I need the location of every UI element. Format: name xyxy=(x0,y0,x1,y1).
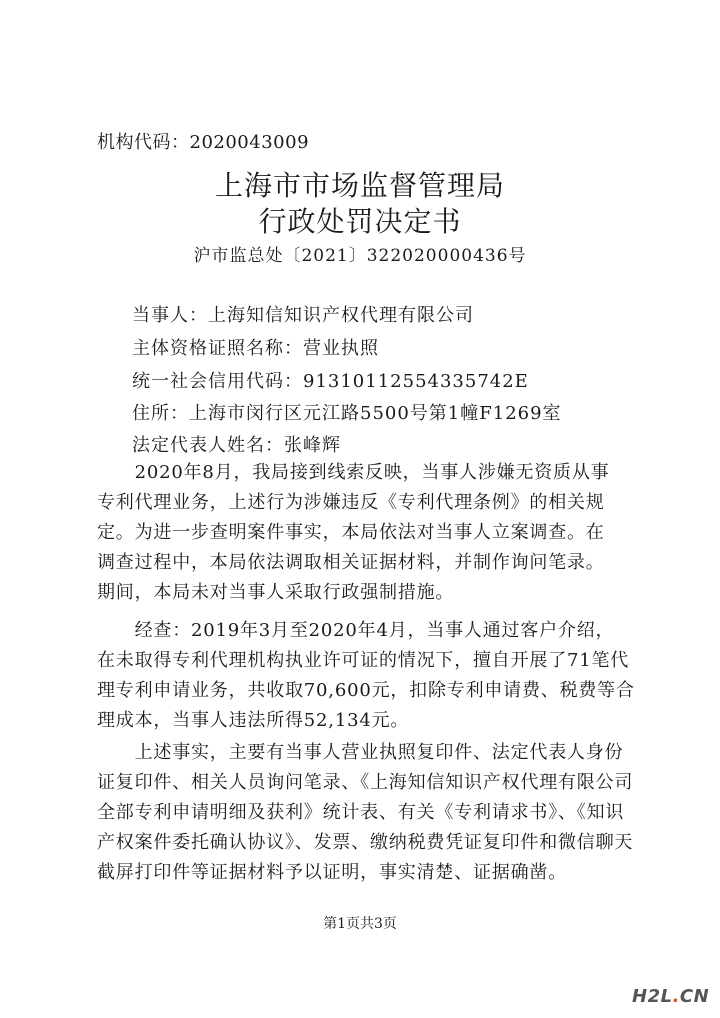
paragraph-line: 证复印件、相关人员询问笔录、《上海知信知识产权代理有限公司 xyxy=(97,772,634,793)
paragraph-line: 上述事实，主要有当事人营业执照复印件、法定代表人身份 xyxy=(97,742,624,763)
watermark-right: CN xyxy=(679,986,710,1007)
paragraph-evidence xyxy=(97,738,637,888)
paragraph-line: 2020年8月，我局接到线索反映，当事人涉嫌无资质从事 xyxy=(97,462,610,483)
paragraph-line: 经查：2019年3月至2020年4月，当事人通过客户介绍， xyxy=(97,620,615,641)
legal-representative: 法定代表人姓名：张峰辉 xyxy=(132,435,341,456)
document-title: 行政处罚决定书 xyxy=(258,205,462,238)
paragraph-line: 理成本，当事人违法所得52,134元。 xyxy=(97,710,410,731)
address: 住所：上海市闵行区元江路5500号第1幢F1269室 xyxy=(132,403,562,424)
watermark-dot: . xyxy=(672,986,680,1007)
paragraph-line: 调查过程中，本局依法调取相关证据材料，并制作询问笔录。 xyxy=(97,552,605,573)
license-type: 主体资格证照名称：营业执照 xyxy=(132,338,379,359)
paragraph-line: 全部专利申请明细及获利》统计表、有关《专利请求书》、《知识 xyxy=(97,802,625,823)
paragraph-line: 专利代理业务，上述行为涉嫌违反《专利代理条例》的相关规 xyxy=(97,492,605,513)
credit-code: 统一社会信用代码：91310112554335742E xyxy=(132,371,529,392)
page-number: 第1页共3页 xyxy=(323,916,397,932)
paragraph-case-origin xyxy=(97,458,637,608)
paragraph-line: 理专利申请业务，共收取70,600元，扣除专利申请费、税费等合 xyxy=(97,680,635,701)
site-watermark-logo xyxy=(632,986,709,1007)
issuer-title: 上海市市场监督管理局 xyxy=(214,169,505,202)
paragraph-line: 截屏打印件等证据材料予以证明，事实清楚、证据确凿。 xyxy=(97,862,567,883)
document-number: 沪市监总处〔2021〕322020000436号 xyxy=(193,246,527,266)
party-name: 当事人：上海知信知识产权代理有限公司 xyxy=(132,305,474,326)
paragraph-line: 在未取得专利代理机构执业许可证的情况下，擅自开展了71笔代 xyxy=(97,650,630,671)
org-code: 机构代码：2020043009 xyxy=(97,132,310,153)
paragraph-line: 期间，本局未对当事人采取行政强制措施。 xyxy=(97,582,455,603)
paragraph-line: 产权案件委托确认协议》、发票、缴纳税费凭证复印件和微信聊天 xyxy=(97,832,634,853)
paragraph-line: 定。为进一步查明案件事实，本局依法对当事人立案调查。在 xyxy=(97,522,605,543)
watermark-left: H2L xyxy=(632,986,673,1007)
paragraph-findings xyxy=(97,616,637,736)
